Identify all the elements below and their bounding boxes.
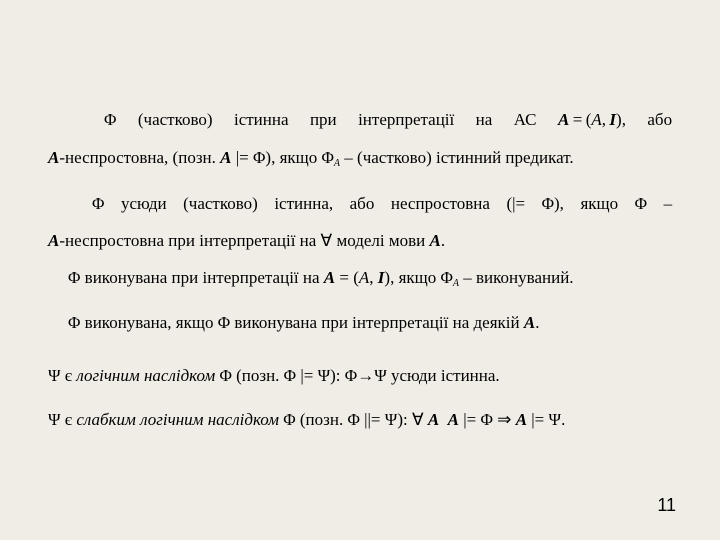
- paragraph2-line2: A-неспростовна при інтерпретації на ∀ моделі мови A.: [48, 231, 446, 250]
- word: або: [349, 194, 375, 213]
- word: АС: [513, 110, 537, 129]
- dash: –: [663, 194, 673, 213]
- paragraph1-line2: A-неспростовна, (позн. A |= Φ), якщо $\Phi_A$ – (частково) істинний предикат.: [48, 148, 574, 169]
- satisfiable-interpretation-line: Φ виконувана при інтерпретації на A = (A, I), якщо $\Phi_A$ – виконуваний.: [68, 268, 574, 289]
- paragraph2-line1: [92, 194, 672, 214]
- weak-logical-consequence-line: Ψ є слабким логічним наслідком Φ (позн. Φ ||= Ψ): ∀ A A |= Φ ⇒ A |= Ψ.: [48, 410, 566, 429]
- logical-consequence-line: Ψ є логічним наслідком Φ (позн. Φ |= Ψ): Φ→Ψ усюди істинна.: [48, 366, 500, 385]
- word: (частково): [137, 110, 213, 129]
- word: (частково): [183, 194, 258, 213]
- phi-symbol: Φ: [92, 194, 105, 213]
- word: на: [475, 110, 493, 129]
- word: інтерпретації: [358, 110, 455, 129]
- word: неспростовна: [390, 194, 490, 213]
- interpretation-formula: A = (A, I),: [557, 110, 626, 129]
- page-number: 11: [657, 495, 676, 515]
- word: усюди: [120, 194, 167, 213]
- phi-symbol: Φ: [634, 194, 648, 213]
- word: при: [309, 110, 337, 129]
- satisfiable-line: Φ виконувана, якщо Φ виконувана при інтерпретації на деякій A.: [68, 313, 540, 332]
- paragraph1-line1: [104, 110, 672, 130]
- phi-symbol: Φ: [104, 110, 117, 129]
- word: якщо: [580, 194, 619, 213]
- word: істинна,: [274, 194, 334, 213]
- word: (|= Φ),: [506, 194, 564, 213]
- word: істинна: [233, 110, 289, 129]
- word: або: [647, 110, 673, 129]
